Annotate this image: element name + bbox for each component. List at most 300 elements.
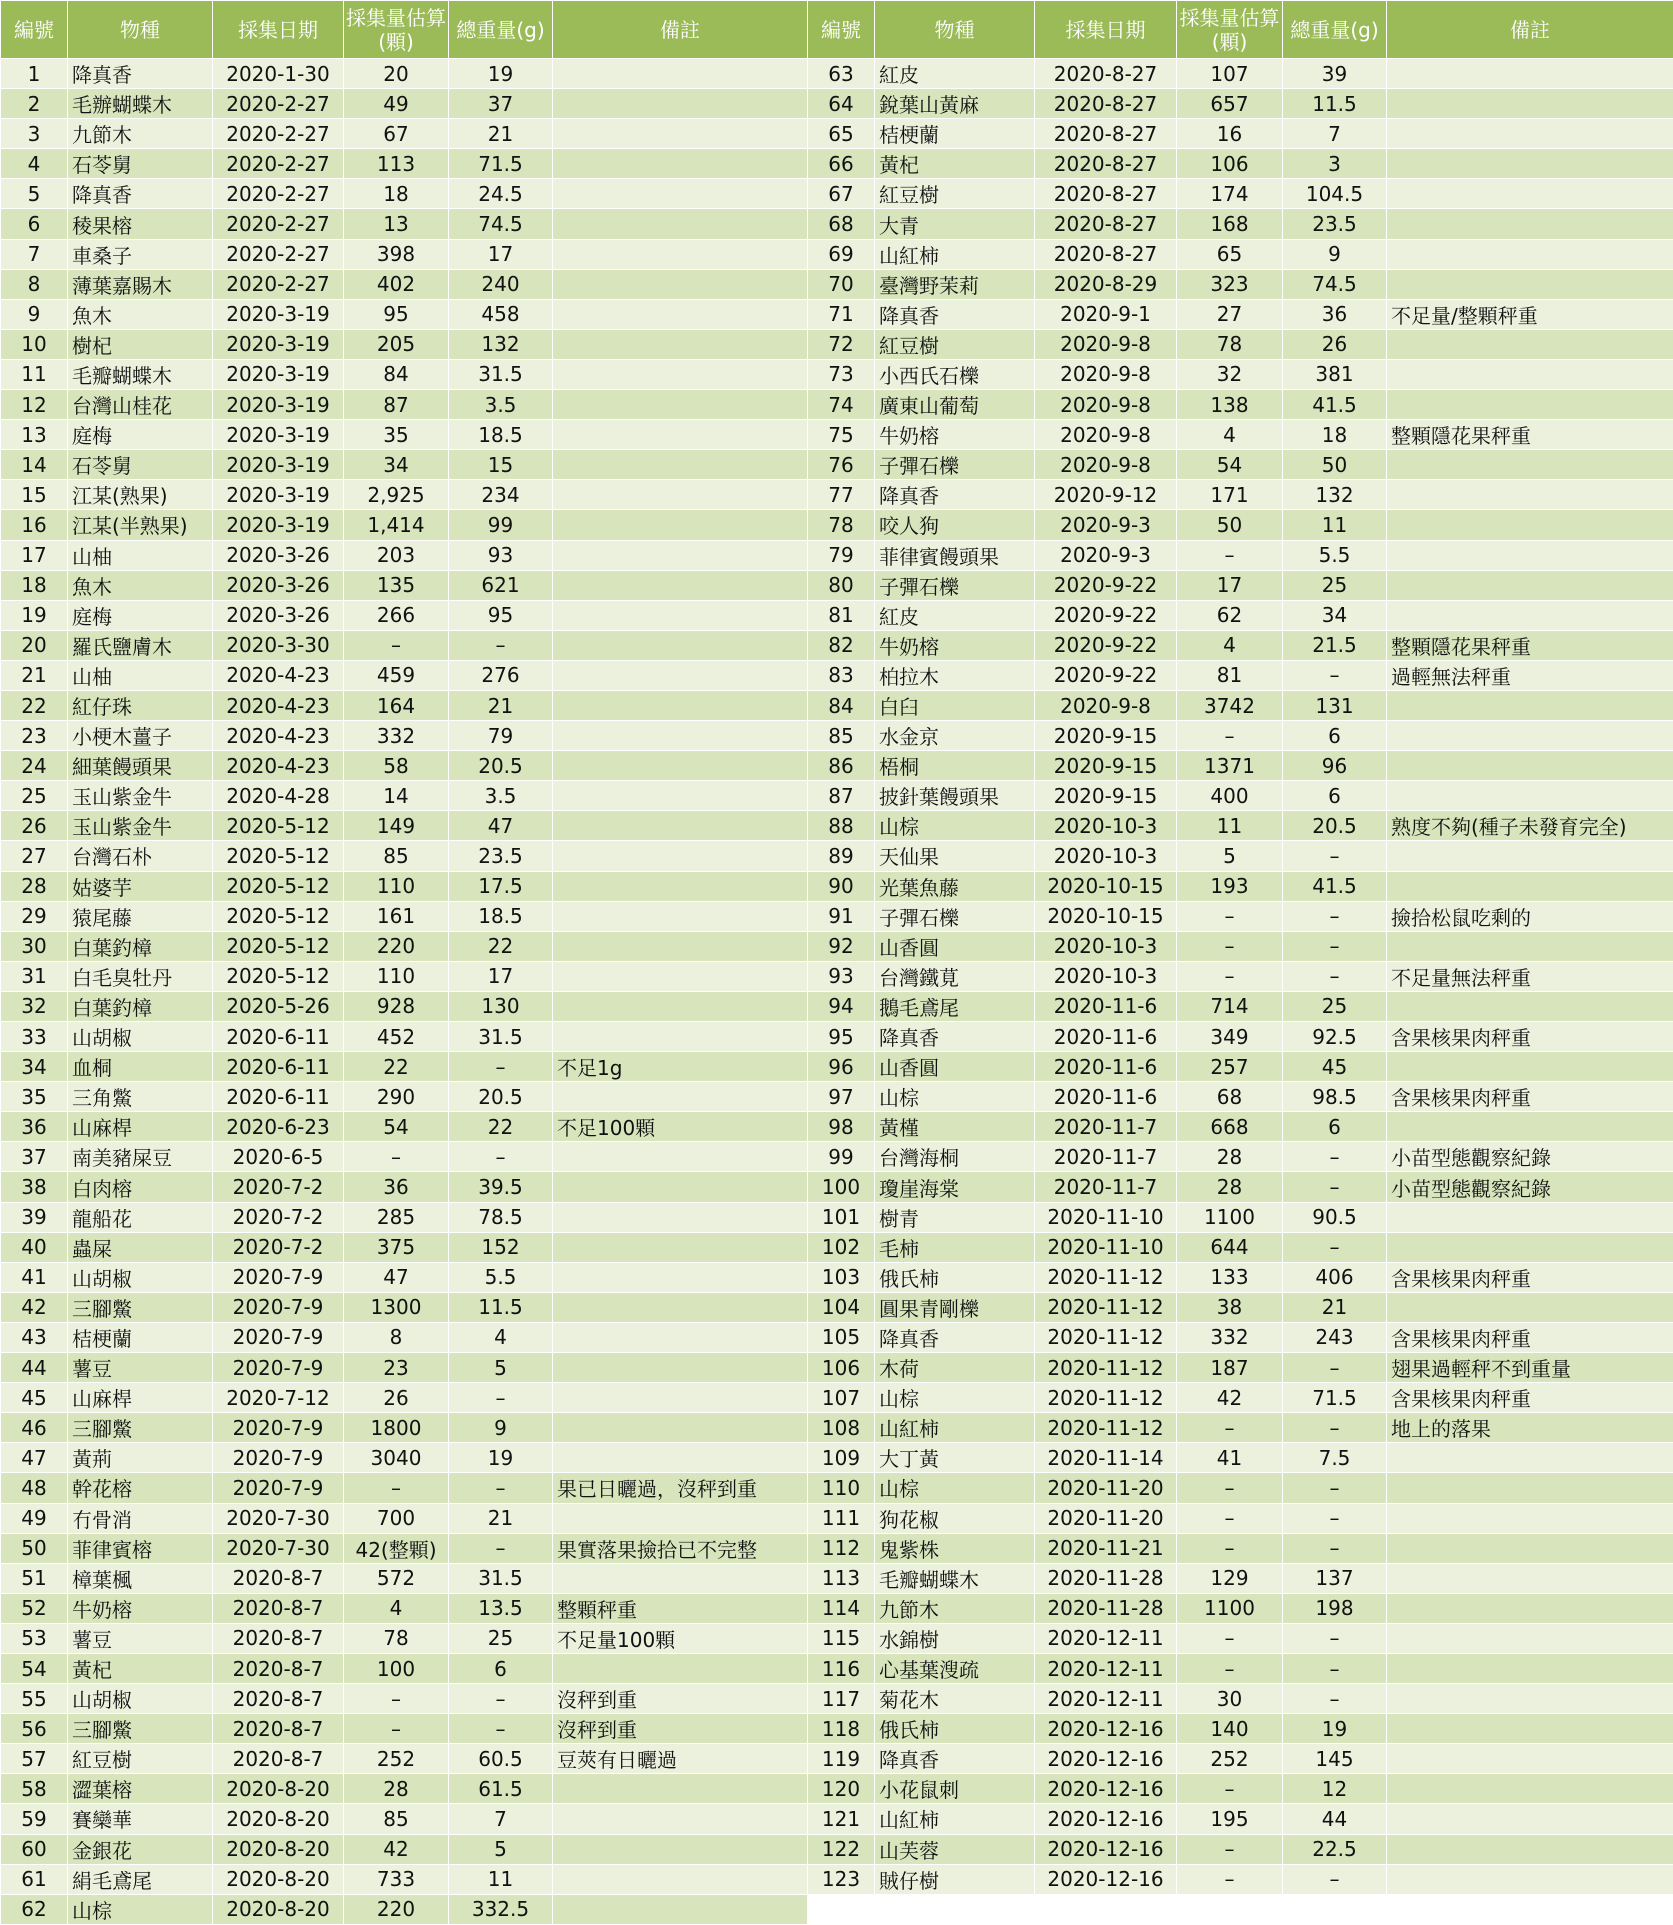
cell-count[interactable]: 266	[344, 600, 449, 630]
cell-date[interactable]: 2020-11-12	[1035, 1353, 1177, 1383]
cell-count[interactable]: 1100	[1177, 1202, 1283, 1232]
cell-note[interactable]	[553, 1383, 808, 1413]
cell-no[interactable]: 62	[1, 1894, 68, 1924]
cell-note[interactable]	[553, 1353, 808, 1383]
cell-no[interactable]: 115	[808, 1623, 875, 1653]
cell-count[interactable]: 332	[344, 721, 449, 751]
cell-weight[interactable]: 6	[1283, 721, 1387, 751]
cell-weight[interactable]: 381	[1283, 359, 1387, 389]
cell-no[interactable]: 105	[808, 1322, 875, 1352]
cell-date[interactable]: 2020-11-12	[1035, 1322, 1177, 1352]
cell-species[interactable]: 桔梗蘭	[68, 1322, 213, 1352]
cell-count[interactable]: –	[1177, 1864, 1283, 1894]
cell-no[interactable]: 35	[1, 1082, 68, 1112]
cell-species[interactable]: 石苓舅	[68, 149, 213, 179]
cell-date[interactable]: 2020-7-2	[213, 1202, 344, 1232]
cell-no[interactable]: 99	[808, 1142, 875, 1172]
cell-species[interactable]: 白葉釣樟	[68, 931, 213, 961]
cell-count[interactable]: 35	[344, 420, 449, 450]
cell-weight[interactable]: 24.5	[449, 179, 553, 209]
cell-weight[interactable]: 6	[449, 1653, 553, 1683]
cell-count[interactable]: 402	[344, 269, 449, 299]
cell-count[interactable]: 50	[1177, 510, 1283, 540]
cell-date[interactable]: 2020-8-7	[213, 1563, 344, 1593]
cell-note[interactable]: 果實落果撿拾已不完整	[553, 1533, 808, 1563]
cell-weight[interactable]: 19	[449, 59, 553, 89]
cell-count[interactable]: –	[1177, 901, 1283, 931]
cell-species[interactable]: 庭梅	[68, 600, 213, 630]
cell-note[interactable]	[553, 420, 808, 450]
cell-no[interactable]: 117	[808, 1684, 875, 1714]
cell-weight[interactable]: –	[1283, 841, 1387, 871]
cell-count[interactable]: 668	[1177, 1112, 1283, 1142]
cell-note[interactable]	[1387, 359, 1673, 389]
cell-date[interactable]: 2020-8-27	[1035, 239, 1177, 269]
cell-date[interactable]: 2020-8-20	[213, 1804, 344, 1834]
cell-weight[interactable]: 78.5	[449, 1202, 553, 1232]
cell-count[interactable]: 17	[1177, 570, 1283, 600]
cell-species[interactable]: 山麻桿	[68, 1383, 213, 1413]
cell-date[interactable]: 2020-11-12	[1035, 1413, 1177, 1443]
cell-species[interactable]: 猿尾藤	[68, 901, 213, 931]
header-date[interactable]: 採集日期	[213, 1, 344, 59]
cell-date[interactable]: 2020-4-23	[213, 721, 344, 751]
cell-no[interactable]: 50	[1, 1533, 68, 1563]
cell-species[interactable]: 賽欒華	[68, 1804, 213, 1834]
cell-note[interactable]: 整顆隱花果秤重	[1387, 630, 1673, 660]
cell-no[interactable]: 16	[1, 510, 68, 540]
cell-species[interactable]: 光葉魚藤	[875, 871, 1035, 901]
cell-no[interactable]: 64	[808, 89, 875, 119]
cell-weight[interactable]: 19	[1283, 1714, 1387, 1744]
cell-weight[interactable]: –	[1283, 1653, 1387, 1683]
cell-no[interactable]: 1	[1, 59, 68, 89]
cell-species[interactable]: 毛柿	[875, 1232, 1035, 1262]
cell-date[interactable]: 2020-2-27	[213, 209, 344, 239]
cell-no[interactable]: 37	[1, 1142, 68, 1172]
cell-no[interactable]: 106	[808, 1353, 875, 1383]
cell-note[interactable]	[553, 570, 808, 600]
cell-date[interactable]: 2020-3-19	[213, 480, 344, 510]
cell-species[interactable]: 龍船花	[68, 1202, 213, 1232]
cell-note[interactable]	[553, 1804, 808, 1834]
cell-count[interactable]: 42	[1177, 1383, 1283, 1413]
cell-no[interactable]: 30	[1, 931, 68, 961]
cell-weight[interactable]: 17.5	[449, 871, 553, 901]
cell-weight[interactable]: 25	[449, 1623, 553, 1653]
cell-note[interactable]	[553, 1142, 808, 1172]
cell-weight[interactable]: 132	[1283, 480, 1387, 510]
cell-weight[interactable]: 22	[449, 1112, 553, 1142]
cell-species[interactable]: 三腳鱉	[68, 1413, 213, 1443]
cell-no[interactable]: 47	[1, 1443, 68, 1473]
cell-species[interactable]: 小西氏石櫟	[875, 359, 1035, 389]
cell-count[interactable]: 572	[344, 1563, 449, 1593]
cell-note[interactable]	[1387, 931, 1673, 961]
cell-date[interactable]: 2020-11-20	[1035, 1503, 1177, 1533]
cell-count[interactable]: 285	[344, 1202, 449, 1232]
cell-weight[interactable]: 13.5	[449, 1593, 553, 1623]
cell-weight[interactable]: 25	[1283, 991, 1387, 1021]
cell-weight[interactable]: 5	[449, 1834, 553, 1864]
cell-date[interactable]: 2020-3-19	[213, 390, 344, 420]
cell-weight[interactable]: 21	[449, 1503, 553, 1533]
cell-weight[interactable]: –	[1283, 1503, 1387, 1533]
cell-note[interactable]	[1387, 1443, 1673, 1473]
cell-no[interactable]: 118	[808, 1714, 875, 1744]
cell-count[interactable]: 1300	[344, 1292, 449, 1322]
cell-species[interactable]: 山棕	[875, 811, 1035, 841]
cell-date[interactable]: 2020-5-12	[213, 841, 344, 871]
cell-species[interactable]: 台灣石朴	[68, 841, 213, 871]
cell-date[interactable]: 2020-9-15	[1035, 721, 1177, 751]
cell-species[interactable]: 蟲屎	[68, 1232, 213, 1262]
cell-species[interactable]: 降真香	[875, 1022, 1035, 1052]
cell-count[interactable]: 8	[344, 1322, 449, 1352]
cell-count[interactable]: 700	[344, 1503, 449, 1533]
cell-count[interactable]: 110	[344, 871, 449, 901]
cell-note[interactable]	[553, 1864, 808, 1894]
cell-note[interactable]	[553, 450, 808, 480]
cell-species[interactable]: 山胡椒	[68, 1262, 213, 1292]
cell-weight[interactable]: 90.5	[1283, 1202, 1387, 1232]
cell-note[interactable]	[553, 1834, 808, 1864]
cell-date[interactable]: 2020-12-16	[1035, 1714, 1177, 1744]
cell-no[interactable]: 6	[1, 209, 68, 239]
cell-date[interactable]: 2020-11-12	[1035, 1292, 1177, 1322]
cell-species[interactable]: 瓊崖海棠	[875, 1172, 1035, 1202]
cell-species[interactable]: 羅氏鹽膚木	[68, 630, 213, 660]
cell-species[interactable]: 子彈石櫟	[875, 450, 1035, 480]
cell-weight[interactable]: 36	[1283, 299, 1387, 329]
cell-no[interactable]: 108	[808, 1413, 875, 1443]
cell-count[interactable]: 32	[1177, 359, 1283, 389]
cell-note[interactable]	[1387, 209, 1673, 239]
cell-no[interactable]: 42	[1, 1292, 68, 1322]
cell-weight[interactable]: 23.5	[1283, 209, 1387, 239]
cell-no[interactable]: 119	[808, 1744, 875, 1774]
cell-no[interactable]: 107	[808, 1383, 875, 1413]
header-weight[interactable]: 總重量(g)	[449, 1, 553, 59]
cell-no[interactable]: 80	[808, 570, 875, 600]
cell-date[interactable]: 2020-6-23	[213, 1112, 344, 1142]
cell-note[interactable]	[553, 510, 808, 540]
cell-count[interactable]: 257	[1177, 1052, 1283, 1082]
cell-count[interactable]: 11	[1177, 811, 1283, 841]
cell-date[interactable]: 2020-9-22	[1035, 570, 1177, 600]
cell-count[interactable]: 26	[344, 1383, 449, 1413]
header-species[interactable]: 物種	[875, 1, 1035, 59]
cell-count[interactable]: 85	[344, 841, 449, 871]
cell-no[interactable]: 15	[1, 480, 68, 510]
cell-date[interactable]: 2020-8-27	[1035, 179, 1177, 209]
cell-species[interactable]: 毛辦蝴蝶木	[68, 89, 213, 119]
cell-no[interactable]: 21	[1, 660, 68, 690]
cell-count[interactable]: 38	[1177, 1292, 1283, 1322]
cell-species[interactable]: 紅皮	[875, 600, 1035, 630]
cell-species[interactable]: 黃杞	[68, 1653, 213, 1683]
cell-no[interactable]: 104	[808, 1292, 875, 1322]
cell-count[interactable]: 14	[344, 781, 449, 811]
cell-note[interactable]	[553, 540, 808, 570]
cell-note[interactable]: 小苗型態觀察紀錄	[1387, 1172, 1673, 1202]
cell-species[interactable]: 九節木	[875, 1593, 1035, 1623]
cell-weight[interactable]: 9	[1283, 239, 1387, 269]
cell-count[interactable]: 54	[344, 1112, 449, 1142]
cell-weight[interactable]: 20.5	[449, 751, 553, 781]
cell-species[interactable]: 紅皮	[875, 59, 1035, 89]
cell-no[interactable]: 34	[1, 1052, 68, 1082]
cell-count[interactable]: 87	[344, 390, 449, 420]
cell-weight[interactable]: 39	[1283, 59, 1387, 89]
cell-date[interactable]: 2020-9-22	[1035, 660, 1177, 690]
cell-date[interactable]: 2020-7-9	[213, 1353, 344, 1383]
cell-note[interactable]	[1387, 480, 1673, 510]
cell-date[interactable]: 2020-11-10	[1035, 1232, 1177, 1262]
cell-weight[interactable]: 71.5	[1283, 1383, 1387, 1413]
cell-no[interactable]: 96	[808, 1052, 875, 1082]
cell-species[interactable]: 山紅柿	[875, 1804, 1035, 1834]
cell-weight[interactable]: 31.5	[449, 359, 553, 389]
cell-species[interactable]: 山香圓	[875, 931, 1035, 961]
cell-no[interactable]: 86	[808, 751, 875, 781]
cell-weight[interactable]: 34	[1283, 600, 1387, 630]
cell-species[interactable]: 牛奶榕	[875, 420, 1035, 450]
cell-count[interactable]: 4	[1177, 420, 1283, 450]
cell-no[interactable]: 103	[808, 1262, 875, 1292]
cell-no[interactable]: 40	[1, 1232, 68, 1262]
cell-count[interactable]: 28	[344, 1774, 449, 1804]
cell-species[interactable]: 毛瓣蝴蝶木	[875, 1563, 1035, 1593]
cell-no[interactable]: 83	[808, 660, 875, 690]
cell-date[interactable]: 2020-4-28	[213, 781, 344, 811]
cell-no[interactable]: 65	[808, 119, 875, 149]
cell-species[interactable]: 狗花椒	[875, 1503, 1035, 1533]
cell-count[interactable]: 62	[1177, 600, 1283, 630]
cell-no[interactable]: 102	[808, 1232, 875, 1262]
cell-count[interactable]: 27	[1177, 299, 1283, 329]
cell-species[interactable]: 魚木	[68, 570, 213, 600]
cell-date[interactable]: 2020-11-12	[1035, 1383, 1177, 1413]
cell-count[interactable]: 18	[344, 179, 449, 209]
cell-no[interactable]: 85	[808, 721, 875, 751]
cell-weight[interactable]: 60.5	[449, 1744, 553, 1774]
cell-date[interactable]: 2020-7-2	[213, 1232, 344, 1262]
cell-no[interactable]: 25	[1, 781, 68, 811]
cell-no[interactable]: 3	[1, 119, 68, 149]
cell-note[interactable]	[553, 329, 808, 359]
cell-count[interactable]: 13	[344, 209, 449, 239]
cell-weight[interactable]: 9	[449, 1413, 553, 1443]
cell-no[interactable]: 73	[808, 359, 875, 389]
cell-note[interactable]	[1387, 721, 1673, 751]
cell-weight[interactable]: 93	[449, 540, 553, 570]
cell-species[interactable]: 江某(半熟果)	[68, 510, 213, 540]
cell-date[interactable]: 2020-11-28	[1035, 1563, 1177, 1593]
cell-note[interactable]	[553, 299, 808, 329]
cell-weight[interactable]: 7.5	[1283, 1443, 1387, 1473]
cell-weight[interactable]: 11	[449, 1864, 553, 1894]
cell-note[interactable]	[553, 1292, 808, 1322]
cell-note[interactable]	[553, 690, 808, 720]
cell-no[interactable]: 98	[808, 1112, 875, 1142]
cell-count[interactable]: 714	[1177, 991, 1283, 1021]
cell-note[interactable]	[553, 390, 808, 420]
cell-note[interactable]	[553, 1262, 808, 1292]
cell-count[interactable]: 22	[344, 1052, 449, 1082]
cell-note[interactable]: 不足量無法秤重	[1387, 961, 1673, 991]
cell-species[interactable]: 白臼	[875, 690, 1035, 720]
cell-count[interactable]: 78	[1177, 329, 1283, 359]
cell-count[interactable]: –	[1177, 1533, 1283, 1563]
cell-species[interactable]: 樹杞	[68, 329, 213, 359]
cell-weight[interactable]: 3	[1283, 149, 1387, 179]
cell-note[interactable]	[1387, 1653, 1673, 1683]
cell-date[interactable]: 2020-5-26	[213, 991, 344, 1021]
cell-no[interactable]: 121	[808, 1804, 875, 1834]
cell-note[interactable]	[1387, 841, 1673, 871]
cell-no[interactable]: 44	[1, 1353, 68, 1383]
header-no[interactable]: 編號	[808, 1, 875, 59]
cell-date[interactable]: 2020-11-6	[1035, 1022, 1177, 1052]
header-species[interactable]: 物種	[68, 1, 213, 59]
cell-no[interactable]: 77	[808, 480, 875, 510]
cell-note[interactable]	[553, 961, 808, 991]
cell-no[interactable]: 51	[1, 1563, 68, 1593]
cell-count[interactable]: 644	[1177, 1232, 1283, 1262]
cell-no[interactable]: 94	[808, 991, 875, 1021]
cell-note[interactable]	[1387, 1052, 1673, 1082]
cell-species[interactable]: 紅仔珠	[68, 690, 213, 720]
cell-date[interactable]: 2020-9-8	[1035, 690, 1177, 720]
cell-species[interactable]: 咬人狗	[875, 510, 1035, 540]
cell-weight[interactable]: 44	[1283, 1804, 1387, 1834]
cell-count[interactable]: 2,925	[344, 480, 449, 510]
cell-weight[interactable]: 23.5	[449, 841, 553, 871]
cell-date[interactable]: 2020-4-23	[213, 690, 344, 720]
cell-species[interactable]: 臺灣野茉莉	[875, 269, 1035, 299]
cell-date[interactable]: 2020-12-16	[1035, 1834, 1177, 1864]
cell-count[interactable]: 100	[344, 1653, 449, 1683]
cell-weight[interactable]: 131	[1283, 690, 1387, 720]
cell-species[interactable]: 披針葉饅頭果	[875, 781, 1035, 811]
cell-date[interactable]: 2020-8-7	[213, 1653, 344, 1683]
cell-weight[interactable]: 406	[1283, 1262, 1387, 1292]
cell-weight[interactable]: 21	[1283, 1292, 1387, 1322]
cell-species[interactable]: 降真香	[875, 1322, 1035, 1352]
cell-date[interactable]: 2020-3-19	[213, 510, 344, 540]
cell-note[interactable]	[553, 1172, 808, 1202]
cell-date[interactable]: 2020-12-11	[1035, 1653, 1177, 1683]
cell-species[interactable]: 山芙蓉	[875, 1834, 1035, 1864]
cell-weight[interactable]: 104.5	[1283, 179, 1387, 209]
cell-weight[interactable]: –	[449, 1533, 553, 1563]
cell-count[interactable]: 107	[1177, 59, 1283, 89]
cell-count[interactable]: 68	[1177, 1082, 1283, 1112]
cell-species[interactable]: 賊仔樹	[875, 1864, 1035, 1894]
cell-date[interactable]: 2020-9-8	[1035, 420, 1177, 450]
cell-weight[interactable]: –	[1283, 1413, 1387, 1443]
cell-weight[interactable]: –	[449, 1684, 553, 1714]
cell-no[interactable]: 39	[1, 1202, 68, 1232]
cell-weight[interactable]: 5.5	[449, 1262, 553, 1292]
cell-date[interactable]: 2020-11-21	[1035, 1533, 1177, 1563]
cell-species[interactable]: 水錦樹	[875, 1623, 1035, 1653]
cell-count[interactable]: 161	[344, 901, 449, 931]
cell-date[interactable]: 2020-2-27	[213, 179, 344, 209]
cell-species[interactable]: 黃荊	[68, 1443, 213, 1473]
cell-date[interactable]: 2020-11-20	[1035, 1473, 1177, 1503]
cell-note[interactable]	[1387, 510, 1673, 540]
cell-species[interactable]: 血桐	[68, 1052, 213, 1082]
cell-date[interactable]: 2020-7-9	[213, 1443, 344, 1473]
cell-species[interactable]: 子彈石櫟	[875, 901, 1035, 931]
cell-note[interactable]	[1387, 1292, 1673, 1322]
cell-date[interactable]: 2020-7-9	[213, 1473, 344, 1503]
cell-date[interactable]: 2020-8-27	[1035, 149, 1177, 179]
cell-count[interactable]: –	[344, 1714, 449, 1744]
header-note[interactable]: 備註	[553, 1, 808, 59]
cell-date[interactable]: 2020-6-11	[213, 1052, 344, 1082]
cell-note[interactable]	[1387, 1834, 1673, 1864]
cell-no[interactable]: 38	[1, 1172, 68, 1202]
cell-species[interactable]: 細葉饅頭果	[68, 751, 213, 781]
cell-count[interactable]: –	[1177, 1503, 1283, 1533]
cell-no[interactable]: 97	[808, 1082, 875, 1112]
cell-species[interactable]: 毛瓣蝴蝶木	[68, 359, 213, 389]
cell-weight[interactable]: 234	[449, 480, 553, 510]
cell-count[interactable]: 133	[1177, 1262, 1283, 1292]
cell-date[interactable]: 2020-11-12	[1035, 1262, 1177, 1292]
cell-date[interactable]: 2020-8-27	[1035, 59, 1177, 89]
cell-note[interactable]	[1387, 59, 1673, 89]
cell-no[interactable]: 120	[808, 1774, 875, 1804]
cell-no[interactable]: 68	[808, 209, 875, 239]
cell-species[interactable]: 玉山紫金牛	[68, 781, 213, 811]
cell-no[interactable]: 10	[1, 329, 68, 359]
cell-species[interactable]: 薄葉嘉賜木	[68, 269, 213, 299]
cell-count[interactable]: 220	[344, 931, 449, 961]
cell-note[interactable]	[553, 1894, 808, 1924]
cell-date[interactable]: 2020-7-2	[213, 1172, 344, 1202]
cell-note[interactable]	[553, 1322, 808, 1352]
cell-weight[interactable]: 74.5	[449, 209, 553, 239]
cell-no[interactable]: 72	[808, 329, 875, 359]
cell-no[interactable]: 76	[808, 450, 875, 480]
cell-count[interactable]: –	[1177, 1623, 1283, 1653]
cell-note[interactable]	[553, 119, 808, 149]
cell-date[interactable]: 2020-9-8	[1035, 359, 1177, 389]
cell-weight[interactable]: –	[449, 630, 553, 660]
cell-date[interactable]: 2020-5-12	[213, 931, 344, 961]
cell-species[interactable]: 江某(熟果)	[68, 480, 213, 510]
cell-count[interactable]: 928	[344, 991, 449, 1021]
cell-note[interactable]	[553, 1443, 808, 1473]
cell-no[interactable]: 32	[1, 991, 68, 1021]
cell-species[interactable]: 澀葉榕	[68, 1774, 213, 1804]
cell-note[interactable]: 含果核果肉秤重	[1387, 1082, 1673, 1112]
cell-species[interactable]: 紅豆樹	[875, 329, 1035, 359]
cell-species[interactable]: 山胡椒	[68, 1022, 213, 1052]
cell-weight[interactable]: 41.5	[1283, 390, 1387, 420]
cell-no[interactable]: 33	[1, 1022, 68, 1052]
cell-species[interactable]: 梧桐	[875, 751, 1035, 781]
cell-note[interactable]	[1387, 1774, 1673, 1804]
cell-count[interactable]: –	[344, 1684, 449, 1714]
cell-date[interactable]: 2020-10-3	[1035, 811, 1177, 841]
cell-count[interactable]: 54	[1177, 450, 1283, 480]
cell-weight[interactable]: 11	[1283, 510, 1387, 540]
